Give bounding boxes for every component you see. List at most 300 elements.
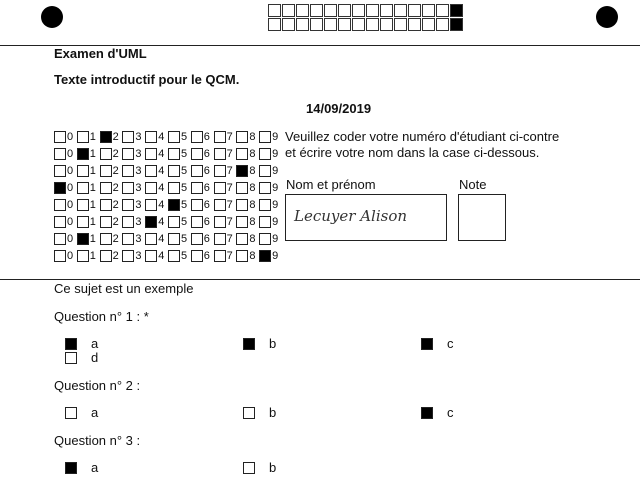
digit-checkbox[interactable] <box>259 250 271 262</box>
answer-label: c <box>447 336 454 351</box>
digit-checkbox[interactable] <box>54 182 66 194</box>
student-grid-cell[interactable] <box>77 233 100 245</box>
barcode-cell <box>450 18 463 31</box>
digit-label: 7 <box>226 130 233 143</box>
student-grid-cell[interactable] <box>191 148 214 160</box>
digit-label: 4 <box>158 181 165 194</box>
registration-mark-right <box>596 6 618 28</box>
barcode-cell <box>282 18 295 31</box>
digit-label: 3 <box>135 147 142 160</box>
digit-label: 5 <box>180 147 188 160</box>
digit-checkbox[interactable] <box>145 148 157 160</box>
student-grid-cell[interactable] <box>191 250 214 262</box>
digit-label: 0 <box>67 147 74 160</box>
digit-checkbox[interactable] <box>100 131 112 143</box>
student-grid-cell[interactable] <box>100 216 123 228</box>
digit-checkbox[interactable] <box>259 165 271 177</box>
digit-label: 2 <box>112 147 119 160</box>
digit-label: 6 <box>203 198 210 211</box>
student-grid-cell[interactable] <box>100 165 123 177</box>
digit-label: 3 <box>135 164 142 177</box>
digit-checkbox[interactable] <box>191 216 203 228</box>
student-grid-row <box>54 162 282 179</box>
exam-date: 14/09/2019 <box>306 101 372 116</box>
digit-checkbox[interactable] <box>54 165 66 177</box>
digit-label: 0 <box>67 198 74 211</box>
barcode-cell <box>436 18 449 31</box>
student-grid-cell[interactable] <box>100 148 123 160</box>
digit-checkbox[interactable] <box>100 165 112 177</box>
digit-label: 2 <box>112 198 119 211</box>
student-grid-cell[interactable] <box>214 233 237 245</box>
student-grid-cell[interactable] <box>191 131 214 143</box>
student-grid-cell[interactable] <box>54 182 77 194</box>
digit-checkbox[interactable] <box>100 250 112 262</box>
digit-checkbox[interactable] <box>191 233 203 245</box>
student-grid-row <box>54 231 282 248</box>
student-number-grid[interactable] <box>54 128 282 265</box>
digit-checkbox[interactable] <box>214 199 226 211</box>
barcode-cell <box>268 18 281 31</box>
digit-checkbox[interactable] <box>191 250 203 262</box>
student-grid-cell[interactable] <box>236 182 259 194</box>
student-grid-row <box>54 179 282 196</box>
name-field[interactable] <box>285 194 447 241</box>
digit-checkbox[interactable] <box>214 233 226 245</box>
student-grid-cell[interactable] <box>77 199 100 211</box>
digit-label: 8 <box>249 250 256 263</box>
digit-label: 8 <box>249 147 256 160</box>
digit-checkbox[interactable] <box>145 165 157 177</box>
student-grid-cell[interactable] <box>122 182 145 194</box>
student-grid-cell[interactable] <box>214 216 237 228</box>
digit-checkbox[interactable] <box>236 131 248 143</box>
barcode-cell <box>310 18 323 31</box>
student-grid-cell[interactable] <box>191 216 214 228</box>
digit-label: 0 <box>67 181 74 194</box>
digit-checkbox[interactable] <box>214 131 226 143</box>
student-grid-cell[interactable] <box>236 148 259 160</box>
digit-label: 4 <box>158 147 165 160</box>
barcode-cell <box>310 4 323 17</box>
student-grid-cell[interactable] <box>122 233 145 245</box>
digit-label: 9 <box>272 216 279 229</box>
digit-label: 5 <box>180 164 188 177</box>
digit-label: 6 <box>203 181 210 194</box>
student-grid-row <box>54 213 282 230</box>
answer-label: b <box>269 336 277 351</box>
digit-label: 2 <box>112 164 119 177</box>
digit-checkbox[interactable] <box>77 148 89 160</box>
digit-checkbox[interactable] <box>259 182 271 194</box>
digit-checkbox[interactable] <box>191 165 203 177</box>
barcode-cell <box>408 4 421 17</box>
digit-checkbox[interactable] <box>214 250 226 262</box>
barcode-cell <box>324 18 337 31</box>
digit-checkbox[interactable] <box>122 131 134 143</box>
digit-label: 3 <box>135 216 142 229</box>
digit-checkbox[interactable] <box>259 199 271 211</box>
digit-label: 5 <box>180 181 188 194</box>
barcode-cell <box>408 18 421 31</box>
digit-checkbox[interactable] <box>236 250 248 262</box>
student-grid-cell[interactable] <box>77 165 100 177</box>
question-1-answer-d[interactable] <box>65 350 98 365</box>
digit-checkbox[interactable] <box>259 148 271 160</box>
digit-checkbox[interactable] <box>191 199 203 211</box>
subject-note: Ce sujet est un exemple <box>54 281 194 296</box>
digit-checkbox[interactable] <box>54 199 66 211</box>
digit-label: 1 <box>89 250 96 263</box>
student-grid-cell[interactable] <box>77 182 100 194</box>
digit-label: 0 <box>67 216 74 229</box>
digit-checkbox[interactable] <box>54 131 66 143</box>
digit-checkbox[interactable] <box>54 148 66 160</box>
digit-label: 4 <box>158 198 165 211</box>
answer-label: a <box>91 336 99 351</box>
digit-checkbox[interactable] <box>168 165 180 177</box>
barcode-cell <box>380 4 393 17</box>
student-grid-cell[interactable] <box>145 233 168 245</box>
student-grid-cell[interactable] <box>77 216 100 228</box>
student-grid-cell[interactable] <box>100 182 123 194</box>
digit-checkbox[interactable] <box>100 199 112 211</box>
answer-label: c <box>447 405 454 420</box>
student-grid-cell[interactable] <box>145 250 168 262</box>
digit-checkbox[interactable] <box>259 131 271 143</box>
student-grid-cell[interactable] <box>214 182 237 194</box>
student-grid-cell[interactable] <box>214 148 237 160</box>
digit-checkbox[interactable] <box>122 148 134 160</box>
digit-label: 7 <box>226 216 233 229</box>
question-3-answer-a[interactable] <box>65 460 98 475</box>
barcode-cell <box>296 4 309 17</box>
digit-label: 1 <box>89 130 96 143</box>
digit-checkbox[interactable] <box>168 148 180 160</box>
digit-label: 7 <box>226 147 233 160</box>
student-grid-cell[interactable] <box>100 233 123 245</box>
note-field-label: Note <box>459 177 487 192</box>
answer-checkbox[interactable] <box>243 338 255 350</box>
digit-checkbox[interactable] <box>100 216 112 228</box>
digit-checkbox[interactable] <box>168 216 180 228</box>
student-grid-cell[interactable] <box>54 250 77 262</box>
digit-checkbox[interactable] <box>145 131 157 143</box>
instructions-line-2: et écrire votre nom dans la case ci-dessous. <box>285 145 540 160</box>
student-grid-cell[interactable] <box>145 182 168 194</box>
digit-checkbox[interactable] <box>145 250 157 262</box>
digit-checkbox[interactable] <box>236 216 248 228</box>
student-grid-cell[interactable] <box>100 250 123 262</box>
question-2-answer-b[interactable] <box>243 405 276 420</box>
digit-checkbox[interactable] <box>122 233 134 245</box>
digit-label: 0 <box>67 233 74 246</box>
digit-checkbox[interactable] <box>77 216 89 228</box>
digit-checkbox[interactable] <box>168 131 180 143</box>
student-grid-cell[interactable] <box>236 216 259 228</box>
digit-checkbox[interactable] <box>191 148 203 160</box>
digit-checkbox[interactable] <box>191 131 203 143</box>
digit-checkbox[interactable] <box>100 148 112 160</box>
digit-label: 6 <box>203 130 210 143</box>
digit-label: 5 <box>180 198 188 211</box>
student-grid-cell[interactable] <box>191 182 214 194</box>
digit-checkbox[interactable] <box>236 165 248 177</box>
digit-checkbox[interactable] <box>122 216 134 228</box>
digit-checkbox[interactable] <box>191 182 203 194</box>
student-grid-cell[interactable] <box>259 216 282 228</box>
digit-label: 7 <box>226 233 233 246</box>
digit-label: 1 <box>89 164 96 177</box>
digit-label: 8 <box>249 198 256 211</box>
digit-label: 3 <box>135 198 142 211</box>
digit-label: 0 <box>67 130 74 143</box>
digit-checkbox[interactable] <box>54 216 66 228</box>
student-grid-cell[interactable] <box>122 216 145 228</box>
question-1-answer-b[interactable] <box>243 336 276 351</box>
student-grid-cell[interactable] <box>100 199 123 211</box>
digit-checkbox[interactable] <box>168 250 180 262</box>
digit-label: 3 <box>135 233 142 246</box>
digit-checkbox[interactable] <box>122 165 134 177</box>
student-grid-row <box>54 248 282 265</box>
student-grid-cell[interactable] <box>122 165 145 177</box>
digit-label: 9 <box>272 250 279 263</box>
student-grid-cell[interactable] <box>77 250 100 262</box>
student-grid-cell[interactable] <box>145 199 168 211</box>
barcode-cell <box>436 4 449 17</box>
digit-label: 9 <box>272 181 279 194</box>
barcode-cell <box>422 4 435 17</box>
barcode-cell <box>352 18 365 31</box>
barcode-cell <box>268 4 281 17</box>
answer-checkbox[interactable] <box>243 462 255 474</box>
digit-label: 6 <box>203 147 210 160</box>
student-grid-cell[interactable] <box>145 131 168 143</box>
digit-label: 4 <box>158 250 165 263</box>
answer-checkbox[interactable] <box>421 407 433 419</box>
digit-checkbox[interactable] <box>145 216 157 228</box>
student-grid-cell[interactable] <box>54 233 77 245</box>
barcode-cell <box>450 4 463 17</box>
digit-checkbox[interactable] <box>168 233 180 245</box>
student-grid-cell[interactable] <box>214 165 237 177</box>
student-grid-cell[interactable] <box>259 182 282 194</box>
student-grid-cell[interactable] <box>191 233 214 245</box>
digit-label: 8 <box>249 130 256 143</box>
digit-checkbox[interactable] <box>259 233 271 245</box>
student-grid-cell[interactable] <box>168 165 191 177</box>
student-grid-cell[interactable] <box>122 199 145 211</box>
digit-label: 7 <box>226 198 233 211</box>
answer-label: a <box>91 460 99 475</box>
digit-label: 2 <box>112 250 119 263</box>
digit-checkbox[interactable] <box>122 182 134 194</box>
student-grid-cell[interactable] <box>77 131 100 143</box>
digit-checkbox[interactable] <box>122 199 134 211</box>
digit-label: 7 <box>226 164 233 177</box>
question-1-answer-c[interactable] <box>421 336 454 351</box>
digit-checkbox[interactable] <box>236 233 248 245</box>
student-grid-cell[interactable] <box>214 250 237 262</box>
digit-label: 3 <box>135 250 142 263</box>
student-grid-cell[interactable] <box>168 233 191 245</box>
barcode-cell <box>366 4 379 17</box>
question-3-answer-b[interactable] <box>243 460 276 475</box>
student-grid-row <box>54 196 282 213</box>
digit-label: 5 <box>180 250 188 263</box>
digit-label: 5 <box>180 216 188 229</box>
student-grid-cell[interactable] <box>54 199 77 211</box>
student-grid-cell[interactable] <box>168 131 191 143</box>
question-1-title: Question n° 1 : * <box>54 309 149 324</box>
instructions-line-1: Veuillez coder votre numéro d'étudiant ci-contre <box>285 129 560 144</box>
digit-checkbox[interactable] <box>236 199 248 211</box>
student-grid-row <box>54 128 282 145</box>
student-grid-cell[interactable] <box>168 250 191 262</box>
student-grid-cell[interactable] <box>168 199 191 211</box>
student-grid-cell[interactable] <box>168 216 191 228</box>
name-field-label: Nom et prénom <box>286 177 376 192</box>
student-grid-cell[interactable] <box>259 250 282 262</box>
digit-label: 0 <box>67 250 74 263</box>
digit-label: 4 <box>158 233 165 246</box>
barcode-cell <box>394 4 407 17</box>
digit-checkbox[interactable] <box>100 233 112 245</box>
digit-checkbox[interactable] <box>122 250 134 262</box>
student-grid-cell[interactable] <box>168 182 191 194</box>
question-1-answer-a[interactable] <box>65 336 98 351</box>
student-grid-cell[interactable] <box>122 250 145 262</box>
student-grid-cell[interactable] <box>214 131 237 143</box>
digit-checkbox[interactable] <box>168 199 180 211</box>
digit-label: 9 <box>272 233 279 246</box>
note-field[interactable] <box>458 194 506 241</box>
student-grid-cell[interactable] <box>54 216 77 228</box>
digit-label: 4 <box>158 130 165 143</box>
barcode-cell <box>352 4 365 17</box>
digit-label: 9 <box>272 130 279 143</box>
answer-label: d <box>91 350 99 365</box>
digit-label: 1 <box>89 147 96 160</box>
digit-label: 6 <box>203 164 210 177</box>
student-grid-cell[interactable] <box>236 131 259 143</box>
digit-label: 6 <box>203 250 210 263</box>
digit-checkbox[interactable] <box>236 182 248 194</box>
answer-label: a <box>91 405 99 420</box>
digit-checkbox[interactable] <box>77 233 89 245</box>
digit-label: 7 <box>226 250 233 263</box>
student-grid-cell[interactable] <box>259 165 282 177</box>
digit-checkbox[interactable] <box>54 250 66 262</box>
student-grid-cell[interactable] <box>168 148 191 160</box>
digit-checkbox[interactable] <box>145 182 157 194</box>
digit-checkbox[interactable] <box>214 148 226 160</box>
student-grid-cell[interactable] <box>236 250 259 262</box>
digit-checkbox[interactable] <box>77 182 89 194</box>
student-grid-cell[interactable] <box>145 165 168 177</box>
student-grid-row <box>54 145 282 162</box>
digit-label: 6 <box>203 233 210 246</box>
student-grid-cell[interactable] <box>54 131 77 143</box>
digit-checkbox[interactable] <box>214 216 226 228</box>
exam-intro: Texte introductif pour le QCM. <box>54 72 240 87</box>
answer-checkbox[interactable] <box>243 407 255 419</box>
digit-label: 5 <box>180 130 188 143</box>
answer-label: b <box>269 405 277 420</box>
digit-checkbox[interactable] <box>168 182 180 194</box>
barcode-cell <box>282 4 295 17</box>
barcode-cell <box>324 4 337 17</box>
student-grid-cell[interactable] <box>191 199 214 211</box>
digit-checkbox[interactable] <box>259 216 271 228</box>
digit-checkbox[interactable] <box>214 165 226 177</box>
student-grid-cell[interactable] <box>259 131 282 143</box>
student-grid-cell[interactable] <box>191 165 214 177</box>
student-grid-cell[interactable] <box>236 165 259 177</box>
digit-label: 3 <box>135 130 142 143</box>
student-grid-cell[interactable] <box>54 148 77 160</box>
student-grid-cell[interactable] <box>236 233 259 245</box>
digit-checkbox[interactable] <box>214 182 226 194</box>
digit-label: 8 <box>249 181 256 194</box>
digit-checkbox[interactable] <box>77 165 89 177</box>
barcode-cell <box>296 18 309 31</box>
digit-checkbox[interactable] <box>77 199 89 211</box>
student-grid-cell[interactable] <box>259 199 282 211</box>
answer-checkbox[interactable] <box>65 352 77 364</box>
student-grid-cell[interactable] <box>145 216 168 228</box>
barcode-cell <box>422 18 435 31</box>
student-grid-cell[interactable] <box>54 165 77 177</box>
question-2-answer-a[interactable] <box>65 405 98 420</box>
digit-checkbox[interactable] <box>77 250 89 262</box>
digit-checkbox[interactable] <box>145 233 157 245</box>
question-2-answer-c[interactable] <box>421 405 454 420</box>
barcode-cell <box>338 18 351 31</box>
digit-checkbox[interactable] <box>54 233 66 245</box>
student-grid-cell[interactable] <box>122 148 145 160</box>
digit-label: 1 <box>89 233 96 246</box>
digit-label: 1 <box>89 181 96 194</box>
student-grid-cell[interactable] <box>145 148 168 160</box>
student-grid-cell[interactable] <box>122 131 145 143</box>
student-grid-cell[interactable] <box>214 199 237 211</box>
digit-label: 8 <box>249 233 256 246</box>
answer-checkbox[interactable] <box>65 407 77 419</box>
digit-label: 2 <box>112 181 119 194</box>
student-grid-cell[interactable] <box>259 148 282 160</box>
student-grid-cell[interactable] <box>77 148 100 160</box>
digit-checkbox[interactable] <box>100 182 112 194</box>
student-grid-cell[interactable] <box>236 199 259 211</box>
barcode-cell <box>366 18 379 31</box>
answer-checkbox[interactable] <box>421 338 433 350</box>
digit-label: 1 <box>89 216 96 229</box>
student-grid-cell[interactable] <box>259 233 282 245</box>
digit-checkbox[interactable] <box>77 131 89 143</box>
answer-label: b <box>269 460 277 475</box>
barcode-cell <box>394 18 407 31</box>
answer-checkbox[interactable] <box>65 338 77 350</box>
digit-label: 9 <box>272 198 279 211</box>
answer-checkbox[interactable] <box>65 462 77 474</box>
exam-title: Examen d'UML <box>54 46 147 61</box>
digit-checkbox[interactable] <box>145 199 157 211</box>
student-grid-cell[interactable] <box>100 131 123 143</box>
digit-checkbox[interactable] <box>236 148 248 160</box>
digit-label: 2 <box>112 130 119 143</box>
